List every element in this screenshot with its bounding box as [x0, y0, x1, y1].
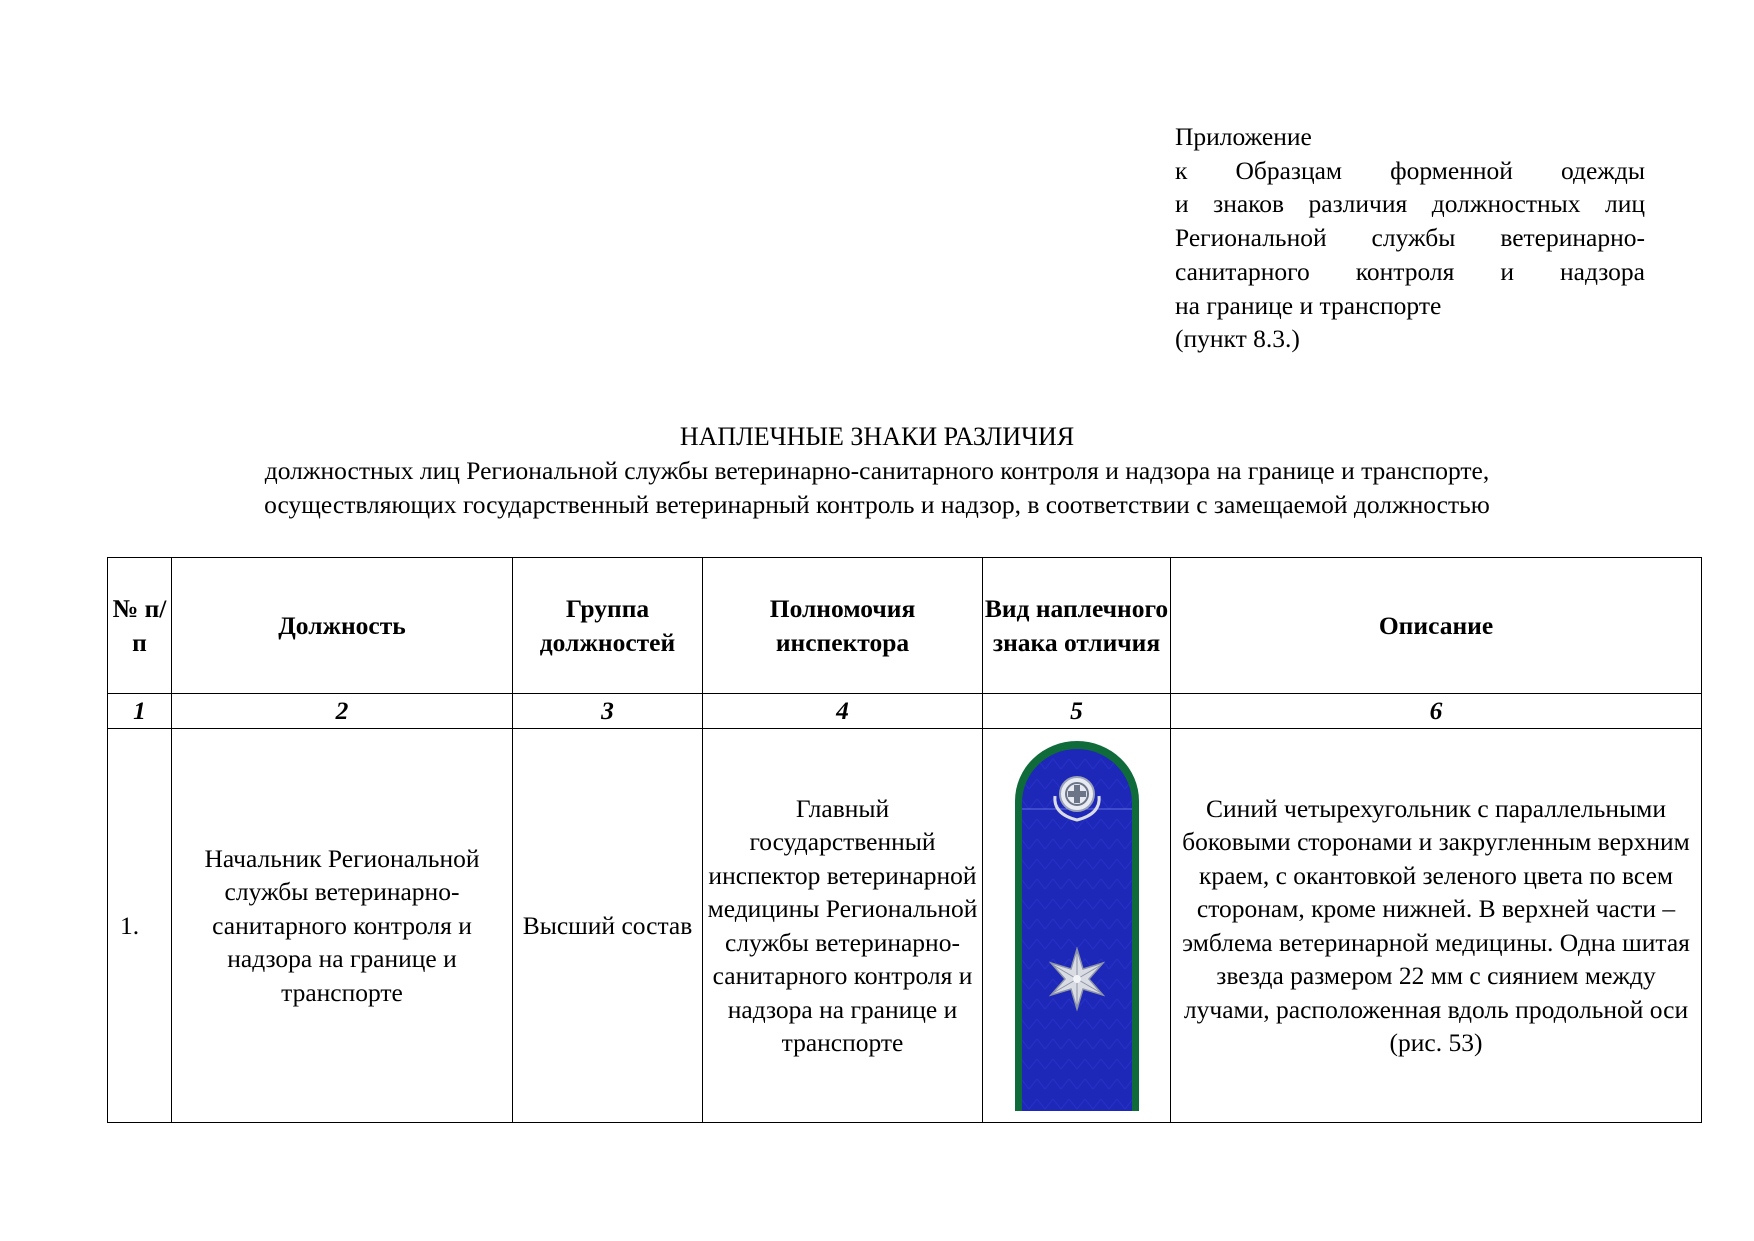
appendix-line: Региональной службы ветеринарно- — [1175, 223, 1645, 253]
appendix-line: (пункт 8.3.) — [1175, 324, 1300, 354]
cell-group: Высший состав — [513, 729, 703, 1123]
title-subtitle-line: должностных лиц Региональной службы ветеринарно-санитарного контроля и надзора на границе и транспорте, — [264, 456, 1490, 485]
header-group: Группа должностей — [513, 558, 703, 694]
table-header-row — [108, 558, 1702, 694]
column-number: 1 — [108, 694, 172, 729]
title-subtitle-line: осуществляющих государственный ветеринарный контроль и надзор, в соответствии с замещаемой должностью — [264, 489, 1490, 519]
appendix-note — [1175, 120, 1645, 356]
cell-description: Синий четырехугольник с параллельными боковыми сторонами и закругленным верхним краем, с окантовкой зеленого цвета по всем сторонам, кроме нижней. В верхней части – эмблема ветеринарной медицины. Одна шитая звезда размером 22 мм с сиянием между лучами, расположенная вдоль продольной оси (рис. 53) — [1171, 729, 1702, 1123]
cell-position: Начальник Региональной службы ветеринарно-санитарного контроля и надзора на границе и транспорте — [172, 729, 513, 1123]
shoulder-strap-image — [1013, 739, 1141, 1111]
header-description: Описание — [1171, 558, 1702, 694]
appendix-line: на границе и транспорте — [1175, 290, 1442, 320]
column-number: 6 — [1171, 694, 1702, 729]
appendix-line: и знаков различия должностных лиц — [1175, 189, 1645, 219]
column-number: 4 — [703, 694, 983, 729]
cell-num: 1. — [108, 729, 172, 1123]
insignia-table — [107, 557, 1702, 1123]
title-heading: НАПЛЕЧНЫЕ ЗНАКИ РАЗЛИЧИЯ — [679, 422, 1075, 451]
header-num: № п/п — [108, 558, 172, 694]
appendix-line: к Образцам форменной одежды — [1175, 155, 1645, 185]
cell-insignia — [983, 729, 1171, 1123]
cell-authority: Главный государственный инспектор ветеринарной медицины Региональной службы ветеринарно-санитарного контроля и надзора на границе и транспорте — [703, 729, 983, 1123]
column-number: 2 — [172, 694, 513, 729]
header-authority: Полномочия инспектора — [703, 558, 983, 694]
column-number: 3 — [513, 694, 703, 729]
document-title — [0, 420, 1754, 521]
table-row — [108, 729, 1702, 1123]
appendix-line: Приложение — [1175, 122, 1312, 151]
column-number: 5 — [983, 694, 1171, 729]
header-position: Должность — [172, 558, 513, 694]
column-number-row — [108, 694, 1702, 729]
appendix-line: санитарного контроля и надзора — [1175, 256, 1645, 286]
header-insignia: Вид наплечного знака отличия — [983, 558, 1171, 694]
